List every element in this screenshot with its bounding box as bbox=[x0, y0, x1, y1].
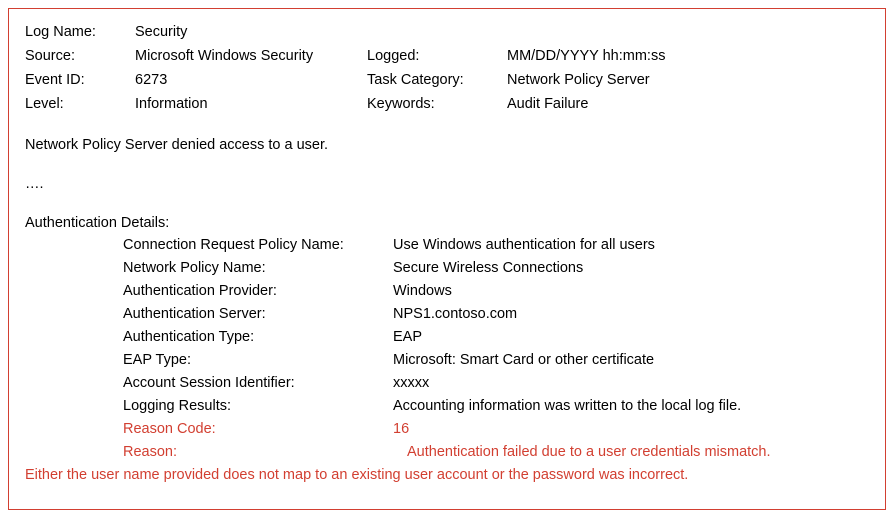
keywords-value: Audit Failure bbox=[507, 96, 589, 112]
detail-label-eap-type: EAP Type: bbox=[123, 352, 191, 368]
detail-label-connection-request-policy-name: Connection Request Policy Name: bbox=[123, 237, 344, 253]
log-name-label: Log Name: bbox=[25, 24, 96, 40]
logged-value: MM/DD/YYYY hh:mm:ss bbox=[507, 48, 666, 64]
log-name-value: Security bbox=[135, 24, 188, 40]
authentication-details-title: Authentication Details: bbox=[25, 215, 170, 231]
header-row0-label2 bbox=[367, 23, 507, 42]
detail-indent bbox=[25, 397, 123, 416]
event-log-panel bbox=[8, 8, 886, 510]
event-header-grid bbox=[25, 23, 869, 114]
reason-detail-footer: Either the user name provided does not map to an existing user account or the password was incorrect. bbox=[25, 467, 689, 483]
level-label: Level: bbox=[25, 96, 64, 112]
event-summary-text: Network Policy Server denied access to a user. bbox=[25, 137, 329, 153]
detail-indent bbox=[25, 305, 123, 324]
detail-label-authentication-provider: Authentication Provider: bbox=[123, 283, 277, 299]
task-category-value: Network Policy Server bbox=[507, 72, 650, 88]
source-label: Source: bbox=[25, 48, 75, 64]
detail-label-authentication-type: Authentication Type: bbox=[123, 329, 255, 345]
detail-value-authentication-provider: Windows bbox=[393, 283, 452, 299]
detail-indent bbox=[25, 420, 123, 439]
detail-label-reason: Reason: bbox=[123, 444, 178, 460]
detail-value-eap-type: Microsoft: Smart Card or other certificate bbox=[393, 352, 655, 368]
detail-value-authentication-type: EAP bbox=[393, 329, 423, 345]
detail-indent bbox=[25, 374, 123, 393]
detail-value-network-policy-name: Secure Wireless Connections bbox=[393, 260, 584, 276]
detail-value-reason: Authentication failed due to a user credentials mismatch. bbox=[407, 444, 771, 460]
keywords-label: Keywords: bbox=[367, 96, 435, 112]
detail-indent bbox=[25, 328, 123, 347]
source-value: Microsoft Windows Security bbox=[135, 48, 314, 64]
detail-indent bbox=[25, 443, 123, 462]
detail-value-logging-results: Accounting information was written to the local log file. bbox=[393, 398, 742, 414]
spacer-after-ellipsis bbox=[25, 194, 869, 214]
detail-label-logging-results: Logging Results: bbox=[123, 398, 232, 414]
detail-label-account-session-identifier: Account Session Identifier: bbox=[123, 375, 295, 391]
detail-indent bbox=[25, 259, 123, 278]
detail-value-reason-code: 16 bbox=[393, 421, 410, 437]
header-row0-value2 bbox=[507, 23, 869, 42]
event-id-value: 6273 bbox=[135, 72, 168, 88]
ellipsis-text: …. bbox=[25, 176, 44, 192]
detail-value-account-session-identifier: xxxxx bbox=[393, 375, 430, 391]
detail-value-authentication-server: NPS1.contoso.com bbox=[393, 306, 518, 322]
detail-indent bbox=[25, 282, 123, 301]
level-value: Information bbox=[135, 96, 208, 112]
detail-indent bbox=[25, 236, 123, 255]
spacer-after-header bbox=[25, 114, 869, 136]
logged-label: Logged: bbox=[367, 48, 420, 64]
authentication-details-grid bbox=[25, 236, 869, 462]
detail-label-reason-code: Reason Code: bbox=[123, 421, 216, 437]
task-category-label: Task Category: bbox=[367, 72, 464, 88]
spacer-after-summary bbox=[25, 155, 869, 175]
detail-value-connection-request-policy-name: Use Windows authentication for all users bbox=[393, 237, 655, 253]
detail-indent bbox=[25, 351, 123, 370]
detail-label-authentication-server: Authentication Server: bbox=[123, 306, 266, 322]
detail-label-network-policy-name: Network Policy Name: bbox=[123, 260, 266, 276]
event-id-label: Event ID: bbox=[25, 72, 85, 88]
